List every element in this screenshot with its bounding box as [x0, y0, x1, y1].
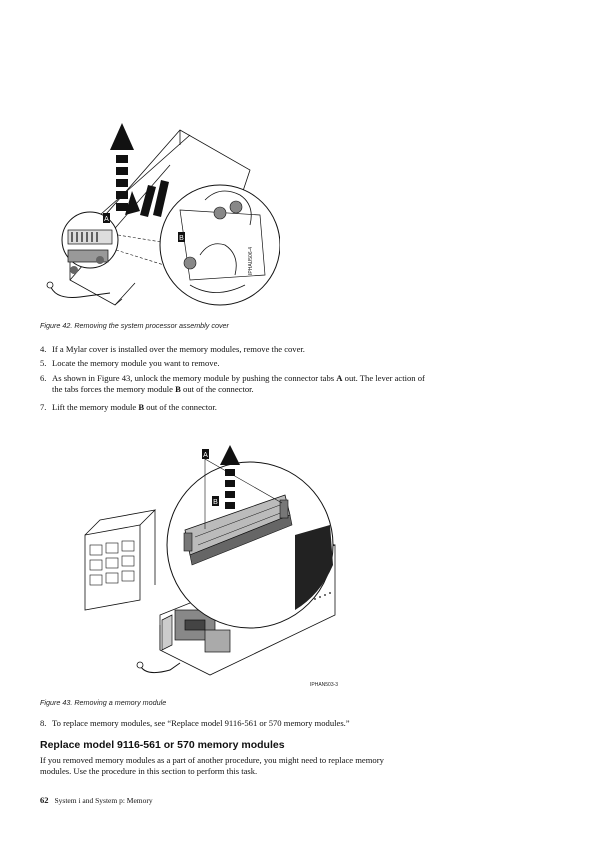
figure-43-id: IPHAN503-3: [310, 682, 339, 688]
step-text[interactable]: To replace memory modules, see “Replace model 9116-561 or 570 memory modules.”: [52, 718, 350, 728]
step-number: 4.: [40, 344, 47, 354]
step-text: Lift the memory module B out of the connector.: [52, 402, 217, 412]
callout-a-label: A: [104, 216, 109, 223]
right-zoom-circle: [160, 185, 280, 305]
footer-title: System i and System p: Memory: [54, 796, 153, 805]
figure-42-caption: Figure 42. Removing the system processor assembly cover: [40, 321, 229, 330]
page-footer: [40, 795, 153, 805]
step-7: [40, 402, 435, 413]
figure-42-illustration: [40, 115, 280, 320]
step-text: If a Mylar cover is installed over the memory modules, remove the cover.: [52, 344, 305, 354]
section-heading: Replace model 9116-561 or 570 memory modules: [40, 739, 285, 751]
callout-b-ref: B: [175, 384, 181, 394]
section-paragraph: If you removed memory modules as a part of another procedure, you might need to replace memory modules. Use the procedure in this section to perform this task.: [40, 755, 384, 776]
figure-43-caption: Figure 43. Removing a memory module: [40, 698, 167, 707]
step-number: 8.: [40, 718, 47, 728]
step-text: Locate the memory module you want to remove.: [52, 358, 220, 368]
step-5: [40, 358, 435, 369]
callout-a-ref: A: [336, 373, 343, 383]
memory-zoom-circle: [167, 462, 333, 628]
handle-wire: [140, 663, 180, 673]
callout-b-label: B: [179, 235, 184, 242]
callout-a-label: A: [203, 452, 208, 459]
figure-43-illustration: [80, 425, 350, 690]
step-4: [40, 344, 435, 355]
step-number: 7.: [40, 402, 47, 412]
page-number: 62: [40, 795, 49, 805]
figure-42-id: IPHAU506-4: [248, 246, 254, 275]
step-text: As shown in Figure 43, unlock the memory module by pushing the connector tabs A out. The lever action of the tabs forces the memory module B out of the connector.: [52, 373, 425, 394]
step-8: [40, 718, 435, 729]
chassis-grille: [90, 541, 134, 585]
step-number: 6.: [40, 373, 47, 383]
step-6: [40, 373, 435, 395]
handle-wire: [50, 285, 110, 298]
callout-b-ref: B: [138, 402, 145, 412]
step-number: 5.: [40, 358, 47, 368]
callout-b-label: B: [213, 499, 218, 506]
